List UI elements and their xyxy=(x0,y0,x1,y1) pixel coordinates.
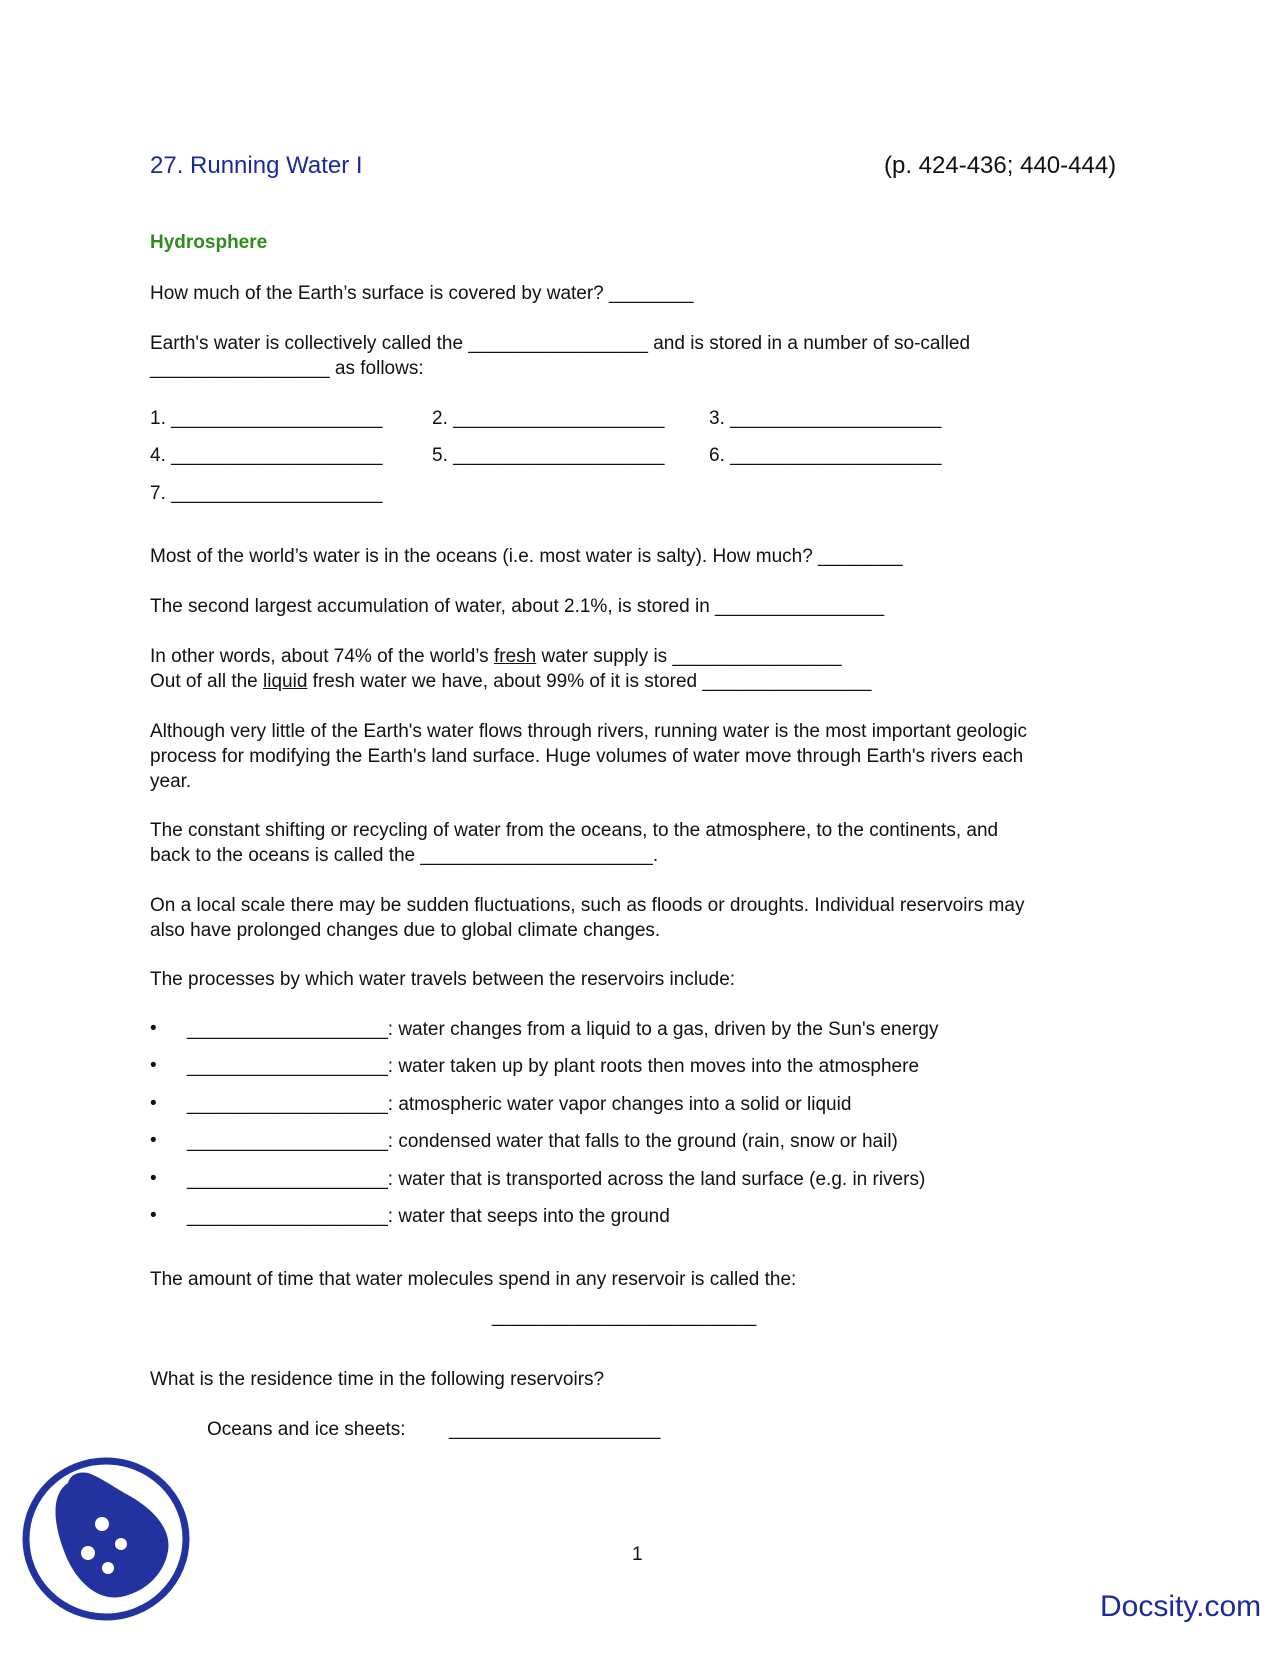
question-surface-coverage: How much of the Earth’s surface is covered by water? ________ xyxy=(150,283,694,304)
bullet-icon: • xyxy=(150,1205,157,1226)
bullet-icon: • xyxy=(150,1018,157,1039)
paragraph-running-water-line-2: process for modifying the Earth's land surface. Huge volumes of water move through Earth's rivers each xyxy=(150,746,1024,767)
process-transpiration: ___________________: water taken up by plant roots then moves into the atmosphere xyxy=(187,1056,920,1077)
bullet-icon: • xyxy=(150,1168,157,1189)
reservoir-blank-7: 7. ____________________ xyxy=(150,483,383,504)
page-title: 27. Running Water I xyxy=(150,152,363,179)
question-residence-time: The amount of time that water molecules spend in any reservoir is called the: xyxy=(150,1269,797,1290)
oceans-blank: ____________________ xyxy=(449,1419,661,1440)
fresh-water-text-post: water supply is ________________ xyxy=(536,646,842,667)
reservoir-blank-6: 6. ____________________ xyxy=(709,445,942,466)
section-title: Hydrosphere xyxy=(150,232,268,253)
bullet-icon: • xyxy=(150,1055,157,1076)
residence-time-blank: _________________________ xyxy=(492,1306,757,1327)
docsity-brand[interactable]: Docsity.com xyxy=(1100,1590,1262,1623)
question-hydrosphere-line-2: _________________ as follows: xyxy=(150,358,424,379)
process-evaporation: ___________________: water changes from a liquid to a gas, driven by the Sun's energy xyxy=(187,1019,939,1040)
bullet-icon: • xyxy=(150,1130,157,1151)
paragraph-fluctuations-line-2: also have prolonged changes due to global climate changes. xyxy=(150,920,661,941)
reservoir-blank-2: 2. ____________________ xyxy=(432,408,665,429)
question-second-largest: The second largest accumulation of water, about 2.1%, is stored in ________________ xyxy=(150,596,885,617)
paragraph-fluctuations-line-1: On a local scale there may be sudden fluctuations, such as floods or droughts. Individual reservoirs may xyxy=(150,895,1025,916)
oceans-label: Oceans and ice sheets: xyxy=(207,1419,406,1440)
reservoir-blank-4: 4. ____________________ xyxy=(150,445,383,466)
process-condensation: ___________________: atmospheric water vapor changes into a solid or liquid xyxy=(187,1094,852,1115)
question-fresh-water xyxy=(150,645,842,669)
docsity-logo-icon xyxy=(20,1455,192,1623)
liquid-water-text-post: fresh water we have, about 99% of it is stored ________________ xyxy=(307,671,872,692)
question-ocean-water: Most of the world’s water is in the oceans (i.e. most water is salty). How much? ________ xyxy=(150,546,903,567)
question-liquid-water xyxy=(150,670,871,694)
paragraph-water-cycle-line-2: back to the oceans is called the ______________________. xyxy=(150,845,659,866)
process-runoff: ___________________: water that is transported across the land surface (e.g. in rivers) xyxy=(187,1169,926,1190)
question-residence-times: What is the residence time in the following reservoirs? xyxy=(150,1369,605,1390)
liquid-word: liquid xyxy=(263,671,308,692)
reservoir-blank-1: 1. ____________________ xyxy=(150,408,383,429)
paragraph-water-cycle-line-1: The constant shifting or recycling of water from the oceans, to the atmosphere, to the continents, and xyxy=(150,820,999,841)
process-infiltration: ___________________: water that seeps into the ground xyxy=(187,1206,670,1227)
fresh-word: fresh xyxy=(493,646,537,667)
paragraph-running-water-line-1: Although very little of the Earth's water flows through rivers, running water is the most important geologic xyxy=(150,721,1027,742)
processes-intro: The processes by which water travels between the reservoirs include: xyxy=(150,969,736,990)
question-hydrosphere-line-1: Earth's water is collectively called the _________________ and is stored in a number of so-called xyxy=(150,333,971,354)
page-reference: (p. 424-436; 440-444) xyxy=(884,152,1117,179)
page-number: 1 xyxy=(632,1544,643,1565)
fresh-water-text-pre: In other words, about 74% of the world’s xyxy=(150,646,494,667)
process-precipitation: ___________________: condensed water that falls to the ground (rain, snow or hail) xyxy=(187,1131,898,1152)
reservoir-blank-3: 3. ____________________ xyxy=(709,408,942,429)
bullet-icon: • xyxy=(150,1093,157,1114)
paragraph-running-water-line-3: year. xyxy=(150,771,192,792)
liquid-water-text-pre: Out of all the xyxy=(150,671,264,692)
reservoir-blank-5: 5. ____________________ xyxy=(432,445,665,466)
